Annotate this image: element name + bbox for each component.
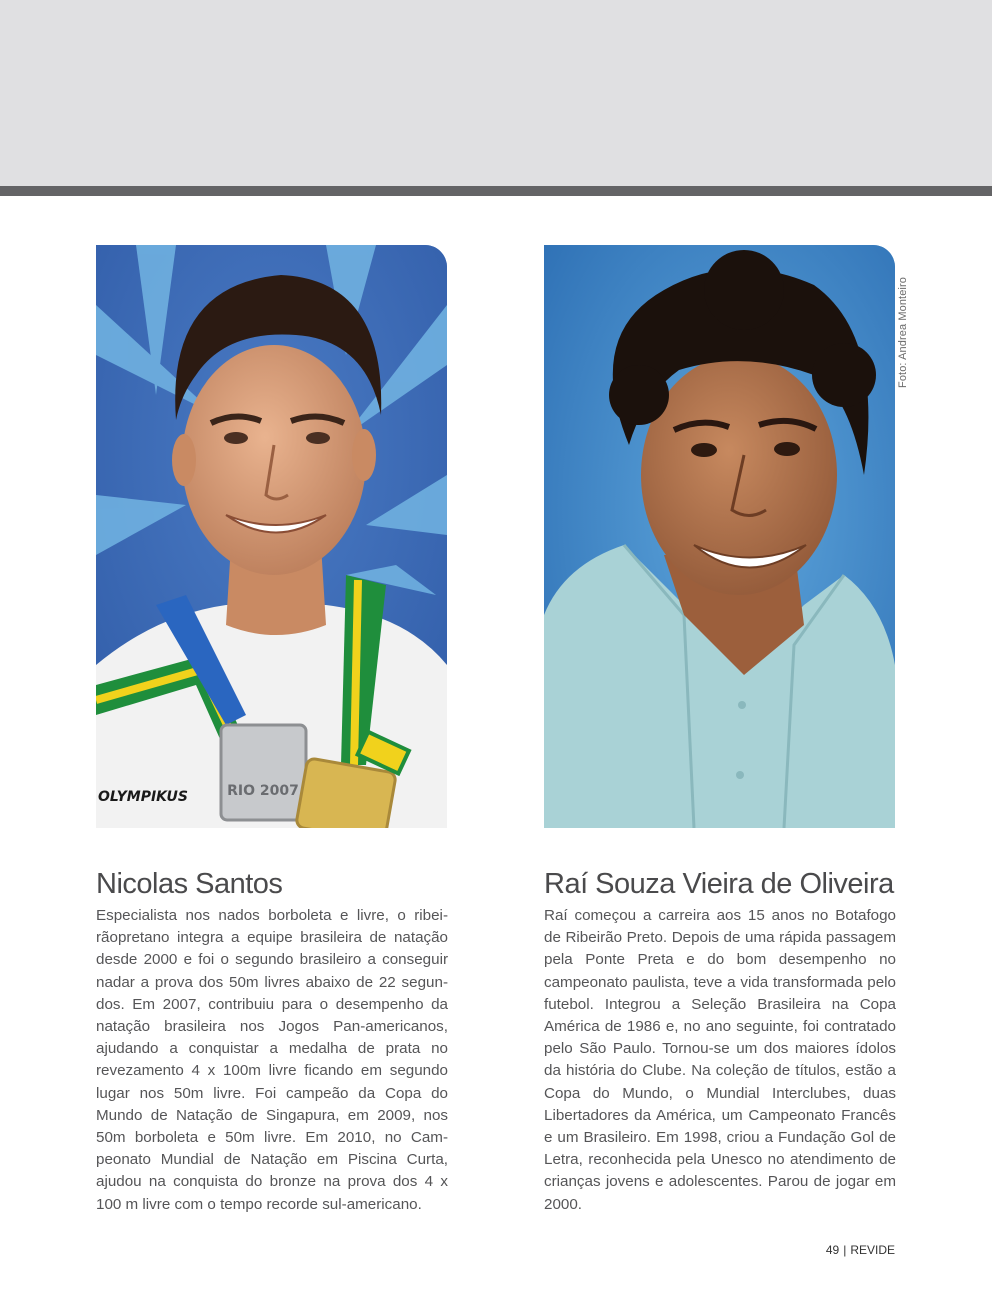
swimmer-photo [96, 245, 447, 828]
footer-separator: | [843, 1243, 847, 1257]
profile-bio-rai: Raí começou a carreira aos 15 anos no Botafogo de Ribeirão Preto. Depois de uma rápida passagem pela Ponte Preta e do bom desempenho no campeonato paulista, teve a vida transformada pelo futebol. Integrou a Seleção Brasileira na Copa América de 1986 e, no ano seguinte, foi contratado pelo São Paulo. Tornou-se um dos maiores ídolos da história do Clube. Na coleção de títulos, estão a Copa do Mundo, o Mundial Interclubes, duas Libertadores da América, um Campeonato Francês e um Brasileiro. Em 1998, criou a Fundação Gol de Letra, reconhecida pela Unesco no atendimento de crianças jovens e adolescentes. Parou de jogar em 2000. [544, 907, 896, 1213]
page-number: 49 [825, 1243, 840, 1257]
page-footer [800, 1243, 895, 1257]
magazine-name: REVIDE [850, 1243, 895, 1257]
profile-name-rai: Raí Souza Vieira de Oliveira [544, 868, 894, 900]
footballer-photo [544, 245, 895, 828]
header-rule [0, 186, 992, 196]
profile-bio-nicolas: Especialista nos nados borboleta e livre, o ribeirãopretano integra a equipe brasileira de natação desde 2000 e foi o segundo brasileiro a conseguir nadar a prova dos 50m livres abaixo de 22 segundos. Em 2007, contribuiu para o desempenho da natação brasileira nos Jogos Pan-americanos, ajudando a conquistar a medalha de prata no revezamento 4 x 100m livre ficando em segundo lugar nos 50m livre. Foi campeão da Copa do Mundo de Natação de Singapura, em 2009, nos 50m borboleta e 50m livre. Em 2010, no Campeonato Mundial de Natação em Piscina Curta, ajudou na conquista do bronze na prova dos 4 x 100 m livre com o tempo recorde sul-americano. [96, 907, 448, 1213]
sponsor-logo-text: OLYMPIKUS [98, 789, 188, 805]
medal-text: RIO 2007 [227, 783, 299, 799]
profile-name-nicolas: Nicolas Santos [96, 868, 283, 900]
header-band [0, 0, 992, 186]
photo-credit: Foto: Andrea Monteiro [897, 277, 909, 388]
